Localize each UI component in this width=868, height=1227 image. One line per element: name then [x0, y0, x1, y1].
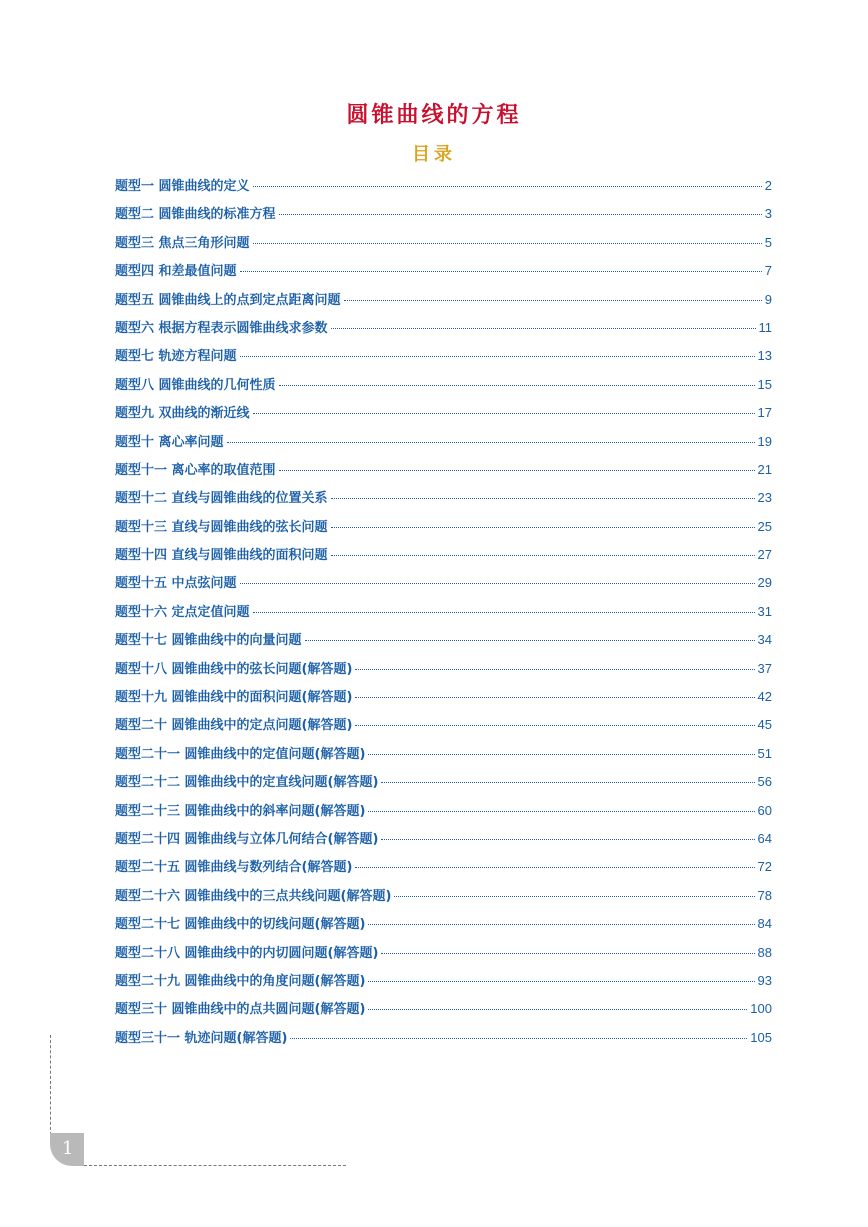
toc-entry-page: 78: [757, 887, 772, 903]
toc-entry[interactable]: [115, 541, 772, 569]
toc-entry-label: 题型八 圆锥曲线的几何性质: [115, 377, 276, 393]
toc-entry-page: 25: [757, 518, 772, 534]
toc-entry-label: 题型十一 离心率的取值范围: [115, 462, 276, 478]
toc-entry-label: 题型三 焦点三角形问题: [115, 235, 250, 251]
toc-entry-page: 21: [757, 461, 772, 477]
toc-entry[interactable]: [115, 314, 772, 342]
toc-dot-leader: [290, 1037, 747, 1039]
toc-entry-label: 题型十二 直线与圆锥曲线的位置关系: [115, 491, 328, 507]
toc-entry-label: 题型十六 定点定值问题: [115, 604, 250, 620]
toc-dot-leader: [253, 185, 762, 187]
toc-entry[interactable]: [115, 257, 772, 285]
toc-entry[interactable]: [115, 939, 772, 967]
toc-dot-leader: [331, 526, 755, 528]
toc-dot-leader: [368, 1008, 747, 1010]
toc-entry[interactable]: [115, 853, 772, 881]
toc-entry[interactable]: [115, 711, 772, 739]
toc-entry[interactable]: [115, 456, 772, 484]
toc-dot-leader: [279, 213, 762, 215]
toc-dot-leader: [279, 384, 755, 386]
toc-entry[interactable]: [115, 286, 772, 314]
toc-entry-label: 题型二十五 圆锥曲线与数列结合(解答题): [115, 860, 353, 876]
toc-entry-page: 64: [757, 830, 772, 846]
toc-entry[interactable]: [115, 513, 772, 541]
toc-entry-page: 11: [758, 319, 772, 335]
toc-entry[interactable]: [115, 229, 772, 257]
toc-entry-page: 13: [757, 348, 772, 364]
toc-entry-label: 题型十八 圆锥曲线中的弦长问题(解答题): [115, 661, 353, 677]
toc-entry[interactable]: [115, 995, 772, 1023]
toc-entry-label: 题型二十一 圆锥曲线中的定值问题(解答题): [115, 746, 366, 762]
toc-entry[interactable]: [115, 910, 772, 938]
toc-entry-label: 题型十九 圆锥曲线中的面积问题(解答题): [115, 690, 353, 706]
toc-entry[interactable]: [115, 655, 772, 683]
toc-entry[interactable]: [115, 882, 772, 910]
toc-entry-page: 2: [764, 178, 772, 193]
toc-entry-label: 题型十四 直线与圆锥曲线的面积问题: [115, 548, 328, 564]
toc-entry-page: 84: [757, 916, 772, 932]
toc-entry-label: 题型十 离心率问题: [115, 434, 224, 450]
toc-entry-page: 100: [750, 1001, 772, 1017]
toc-dot-leader: [355, 866, 754, 868]
toc-dot-leader: [253, 242, 762, 244]
toc-dot-leader: [355, 696, 754, 698]
toc-entry-label: 题型十五 中点弦问题: [115, 576, 237, 592]
toc-dot-leader: [331, 327, 756, 329]
toc-entry[interactable]: [115, 967, 772, 995]
toc-dot-leader: [344, 299, 762, 301]
toc-dot-leader: [331, 554, 755, 556]
toc-entry-label: 题型六 根据方程表示圆锥曲线求参数: [115, 320, 328, 336]
toc-entry-label: 题型四 和差最值问题: [115, 264, 237, 280]
toc-dot-leader: [381, 781, 754, 783]
toc-dot-leader: [331, 497, 755, 499]
toc-entry[interactable]: [115, 371, 772, 399]
toc-entry[interactable]: [115, 683, 772, 711]
toc-dot-leader: [368, 980, 754, 982]
toc-dot-leader: [253, 611, 755, 613]
toc-entry-page: 3: [764, 206, 772, 222]
toc-dot-leader: [279, 469, 755, 471]
toc-entry[interactable]: [115, 428, 772, 456]
page-number: 1: [62, 1138, 74, 1159]
toc-dot-leader: [381, 838, 754, 840]
toc-dot-leader: [381, 952, 754, 954]
toc-entry-label: 题型二十七 圆锥曲线中的切线问题(解答题): [115, 917, 366, 933]
toc-entry-label: 题型七 轨迹方程问题: [115, 349, 237, 365]
toc-dot-leader: [240, 582, 755, 584]
toc-dot-leader: [355, 724, 754, 726]
toc-entry-page: 34: [757, 632, 772, 648]
toc-entry-page: 56: [757, 774, 772, 790]
toc-entry-label: 题型一 圆锥曲线的定义: [115, 179, 250, 194]
toc-entry-page: 9: [764, 291, 772, 307]
toc-entry-label: 题型二十 圆锥曲线中的定点问题(解答题): [115, 718, 353, 734]
toc-entry-label: 题型二十六 圆锥曲线中的三点共线问题(解答题): [115, 888, 392, 904]
toc-heading: 目录: [412, 144, 456, 165]
toc-entry-page: 27: [757, 547, 772, 563]
toc-entry-page: 31: [757, 603, 772, 619]
toc-entry[interactable]: [115, 740, 772, 768]
toc-entry[interactable]: [115, 484, 772, 512]
page-corner-border-horizontal: [84, 1165, 346, 1166]
toc-entry-label: 题型五 圆锥曲线上的点到定点距离问题: [115, 292, 341, 308]
document-title: 圆锥曲线的方程: [346, 102, 522, 128]
toc-entry-page: 93: [757, 972, 772, 988]
toc-dot-leader: [355, 668, 754, 670]
toc-dot-leader: [368, 923, 754, 925]
toc-entry[interactable]: [115, 626, 772, 654]
table-of-contents: [115, 172, 772, 1052]
toc-entry-label: 题型二 圆锥曲线的标准方程: [115, 207, 276, 223]
toc-dot-leader: [227, 441, 755, 443]
toc-entry-label: 题型九 双曲线的渐近线: [115, 406, 250, 422]
toc-entry-label: 题型二十三 圆锥曲线中的斜率问题(解答题): [115, 803, 366, 819]
toc-entry-page: 17: [757, 405, 772, 421]
toc-dot-leader: [368, 810, 754, 812]
toc-entry[interactable]: [115, 172, 772, 200]
toc-entry-page: 5: [764, 234, 772, 250]
toc-entry-page: 105: [750, 1029, 772, 1045]
toc-entry[interactable]: [115, 768, 772, 796]
toc-entry[interactable]: [115, 200, 772, 228]
page-corner-border-vertical: [50, 1035, 51, 1135]
toc-entry-label: 题型十七 圆锥曲线中的向量问题: [115, 633, 302, 649]
toc-entry-page: 29: [757, 575, 772, 591]
toc-dot-leader: [368, 753, 754, 755]
toc-entry-page: 42: [757, 689, 772, 705]
toc-entry[interactable]: [115, 342, 772, 370]
toc-entry[interactable]: [115, 399, 772, 427]
toc-entry[interactable]: [115, 569, 772, 597]
toc-entry-page: 51: [757, 745, 772, 761]
toc-entry-label: 题型二十四 圆锥曲线与立体几何结合(解答题): [115, 831, 379, 847]
toc-entry-page: 72: [757, 859, 772, 875]
toc-entry-label: 题型十三 直线与圆锥曲线的弦长问题: [115, 519, 328, 535]
toc-entry-label: 题型二十二 圆锥曲线中的定直线问题(解答题): [115, 775, 379, 791]
toc-entry-page: 37: [757, 660, 772, 676]
toc-entry[interactable]: [115, 825, 772, 853]
toc-entry[interactable]: [115, 1024, 772, 1052]
toc-entry-page: 60: [757, 802, 772, 818]
toc-entry-page: 45: [757, 717, 772, 733]
toc-entry-page: 15: [757, 376, 772, 392]
toc-entry-label: 题型二十八 圆锥曲线中的内切圆问题(解答题): [115, 945, 379, 961]
toc-entry[interactable]: [115, 598, 772, 626]
toc-dot-leader: [394, 895, 754, 897]
toc-entry-page: 7: [764, 263, 772, 279]
toc-dot-leader: [305, 639, 755, 641]
toc-dot-leader: [253, 412, 755, 414]
toc-entry[interactable]: [115, 797, 772, 825]
toc-entry-label: 题型三十 圆锥曲线中的点共圆问题(解答题): [115, 1002, 366, 1018]
toc-dot-leader: [240, 355, 755, 357]
toc-entry-label: 题型二十九 圆锥曲线中的角度问题(解答题): [115, 973, 366, 989]
toc-dot-leader: [240, 270, 762, 272]
toc-entry-page: 88: [757, 944, 772, 960]
toc-entry-page: 19: [757, 433, 772, 449]
toc-entry-page: 23: [757, 490, 772, 506]
toc-entry-label: 题型三十一 轨迹问题(解答题): [115, 1030, 288, 1046]
